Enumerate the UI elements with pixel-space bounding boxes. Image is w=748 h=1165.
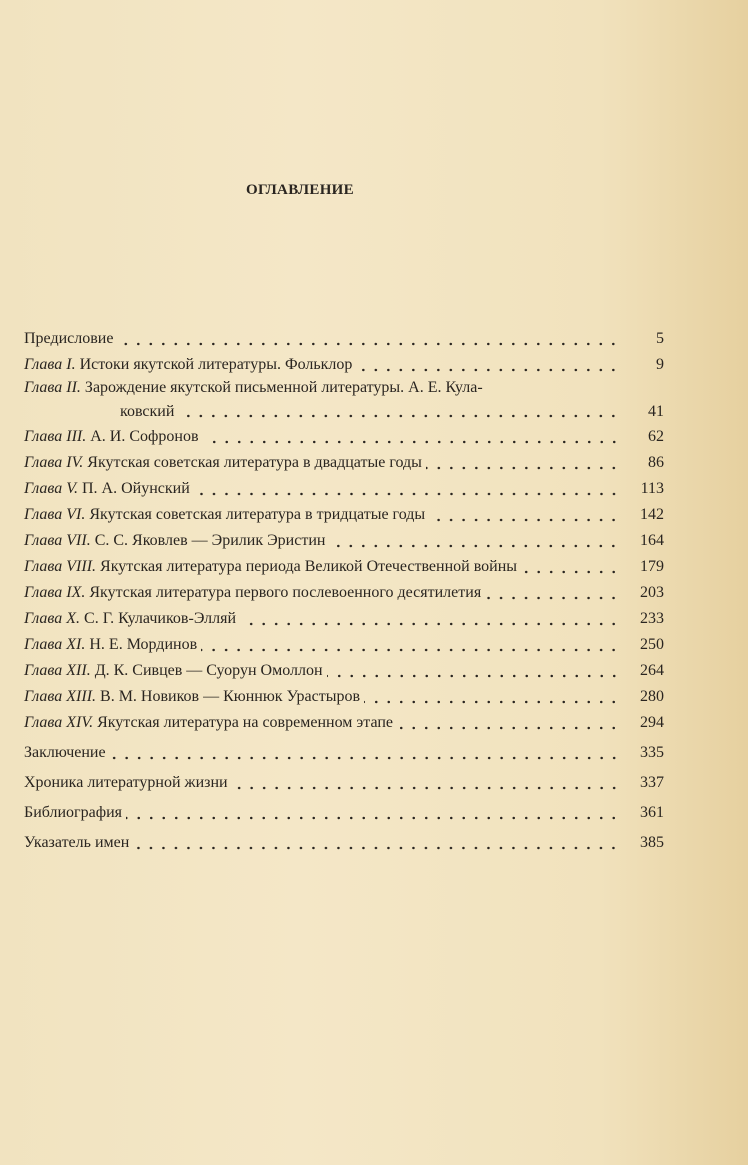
toc-entry[interactable] — [24, 378, 664, 424]
page-number: 113 — [640, 480, 664, 497]
entry-text: Д. К. Сивцев — Суорун Омоллон — [94, 662, 323, 679]
dot-leader — [240, 616, 620, 626]
entry-text: Якутская литература первого послевоенного десятилетия — [89, 584, 482, 601]
page-number: 203 — [640, 584, 664, 601]
entry-text: Указатель имен — [24, 834, 130, 851]
page-number: 280 — [640, 688, 664, 705]
dot-leader — [117, 336, 620, 346]
dot-leader — [429, 512, 620, 522]
entry-text: Хроника литературной жизни — [24, 774, 228, 791]
toc-entry[interactable] — [24, 352, 664, 378]
entry-title — [24, 770, 232, 796]
toc-entry[interactable] — [24, 606, 664, 632]
toc-entry[interactable] — [24, 476, 664, 502]
dot-leader — [521, 564, 620, 574]
chapter-label: Глава III. — [24, 428, 87, 445]
toc-entry[interactable] — [24, 580, 664, 606]
page-number: 361 — [640, 804, 664, 821]
dot-leader — [485, 590, 620, 600]
page-number: 250 — [640, 636, 664, 653]
entry-text: Н. Е. Мординов — [89, 636, 198, 653]
chapter-label: Глава XIII. — [24, 688, 97, 705]
dot-leader — [126, 810, 620, 820]
toc-entry[interactable] — [24, 770, 664, 796]
entry-text: А. И. Софронов — [90, 428, 199, 445]
toc-entry[interactable] — [24, 830, 664, 856]
toc-entry[interactable] — [24, 658, 664, 684]
entry-text-continued: ковский — [120, 403, 175, 420]
dot-leader — [201, 642, 620, 652]
page-number: 233 — [640, 610, 664, 627]
dot-leader — [356, 362, 620, 372]
dot-leader — [397, 720, 620, 730]
entry-title — [24, 326, 117, 352]
entry-text: Якутская литература на современном этапе — [97, 714, 393, 731]
page-number: 337 — [640, 774, 664, 791]
chapter-label: Глава X. — [24, 610, 81, 627]
toc-entry[interactable] — [24, 632, 664, 658]
toc-entry[interactable] — [24, 528, 664, 554]
page-number: 264 — [640, 662, 664, 679]
entry-title — [24, 710, 397, 736]
toc-entry[interactable] — [24, 326, 664, 352]
entry-text: Заключение — [24, 744, 106, 761]
chapter-label: Глава II. — [24, 379, 81, 396]
chapter-label: Глава V. — [24, 480, 78, 497]
page-title: ОГЛАВЛЕНИЕ — [246, 182, 354, 198]
page-number: 86 — [648, 454, 664, 471]
entry-title — [24, 580, 485, 606]
chapter-label: Глава I. — [24, 356, 76, 373]
entry-title — [24, 502, 429, 528]
entry-text: Библиография — [24, 804, 122, 821]
entry-title — [24, 632, 201, 658]
page-number: 5 — [656, 330, 664, 347]
toc-entry[interactable] — [24, 450, 664, 476]
entry-title — [24, 378, 664, 398]
chapter-label: Глава IX. — [24, 584, 86, 601]
entry-title — [24, 740, 110, 766]
page-number: 335 — [640, 744, 664, 761]
toc-entry[interactable] — [24, 502, 664, 528]
entry-title — [24, 684, 364, 710]
entry-title — [24, 352, 356, 378]
page-number: 294 — [640, 714, 664, 731]
toc-entry[interactable] — [24, 740, 664, 766]
toc-entry[interactable] — [24, 710, 664, 736]
entry-text: Предисловие — [24, 330, 114, 347]
chapter-label: Глава VII. — [24, 532, 91, 549]
entry-text: Истоки якутской литературы. Фольклор — [79, 356, 353, 373]
entry-text: В. М. Новиков — Кюннюк Урастыров — [100, 688, 360, 705]
dot-leader — [178, 408, 620, 418]
entry-title — [24, 450, 426, 476]
dot-leader — [133, 840, 620, 850]
dot-leader — [426, 460, 620, 470]
entry-continuation — [24, 398, 664, 424]
entry-title — [24, 424, 203, 450]
toc-entry[interactable] — [24, 554, 664, 580]
entry-text: Зарождение якутской письменной литературы. А. Е. Кула- — [84, 379, 483, 396]
entry-title — [24, 528, 329, 554]
toc-entry[interactable] — [24, 684, 664, 710]
entry-title — [24, 606, 240, 632]
dot-leader — [329, 538, 620, 548]
dot-leader — [110, 750, 620, 760]
chapter-label: Глава XII. — [24, 662, 91, 679]
page-number: 164 — [640, 532, 664, 549]
entry-text: С. Г. Кулачиков-Элляй — [84, 610, 237, 627]
entry-text: Якутская советская литература в тридцатые годы — [89, 506, 426, 523]
page-number: 142 — [640, 506, 664, 523]
entry-title — [24, 830, 133, 856]
dot-leader — [327, 668, 620, 678]
dot-leader — [364, 694, 620, 704]
entry-text: П. А. Ойунский — [81, 480, 190, 497]
page-number: 62 — [648, 428, 664, 445]
entry-text: Якутская литература периода Великой Отечественной войны — [100, 558, 518, 575]
toc-entry[interactable] — [24, 800, 664, 826]
entry-title — [24, 554, 521, 580]
page-number: 41 — [648, 403, 664, 420]
entry-text: Якутская советская литература в двадцатые годы — [87, 454, 422, 471]
entry-title — [24, 800, 126, 826]
chapter-label: Глава VIII. — [24, 558, 97, 575]
dot-leader — [232, 780, 620, 790]
dot-leader — [194, 486, 620, 496]
chapter-label: Глава IV. — [24, 454, 84, 471]
entry-text: С. С. Яковлев — Эрилик Эристин — [94, 532, 326, 549]
dot-leader — [203, 434, 620, 444]
chapter-label: Глава VI. — [24, 506, 86, 523]
toc-entry[interactable] — [24, 424, 664, 450]
chapter-label: Глава XIV. — [24, 714, 94, 731]
table-of-contents — [24, 326, 664, 856]
chapter-label: Глава XI. — [24, 636, 86, 653]
page-number: 385 — [640, 834, 664, 851]
entry-title — [24, 476, 194, 502]
page-number: 9 — [656, 356, 664, 373]
entry-title — [24, 658, 327, 684]
page-number: 179 — [640, 558, 664, 575]
